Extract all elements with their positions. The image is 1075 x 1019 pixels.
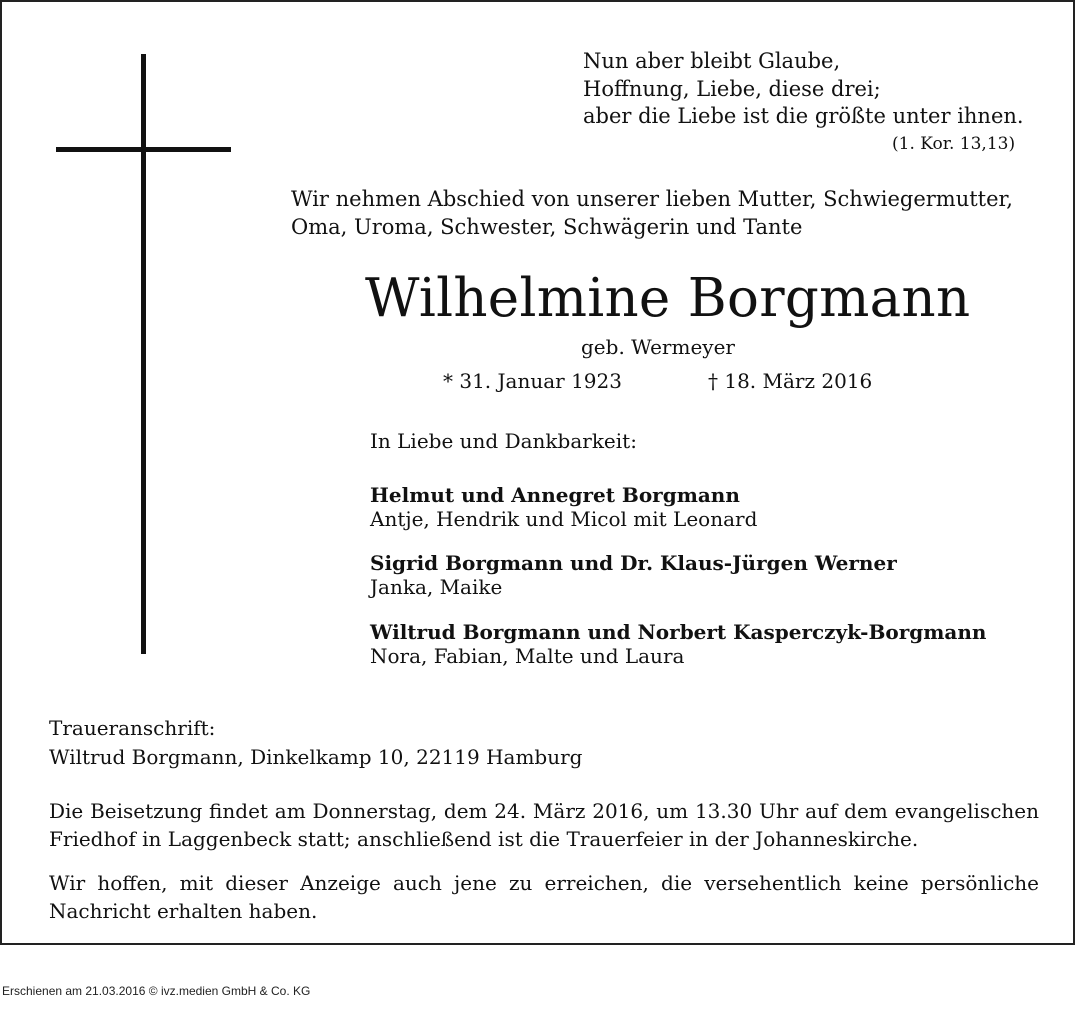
family-children: Janka, Maike (370, 575, 503, 599)
family-children: Antje, Hendrik und Micol mit Leonard (370, 507, 758, 531)
publication-footer: Erschienen am 21.03.2016 © ivz.medien GmbH & Co. KG (2, 984, 311, 998)
closing-notice: Wir hoffen, mit dieser Anzeige auch jene zu erreichen, die versehentlich keine persönliche Nachricht erhalten haben. (49, 871, 1039, 923)
family-group (370, 483, 757, 531)
intro-line: Wir nehmen Abschied von unserer lieben Mutter, Schwiegermutter, (291, 187, 1013, 211)
family-group (370, 620, 986, 668)
family-children: Nora, Fabian, Malte und Laura (370, 644, 685, 668)
verse-line: Hoffnung, Liebe, diese drei; (583, 76, 881, 101)
verse-line: Nun aber bleibt Glaube, (583, 49, 841, 73)
cross-icon-crossbar (56, 147, 231, 152)
death-date: † 18. März 2016 (708, 369, 873, 393)
family-names: Wiltrud Borgmann und Norbert Kasperczyk-Borgmann (370, 620, 987, 644)
intro-line: Oma, Uroma, Schwester, Schwägerin und Tante (291, 215, 803, 239)
bible-verse (583, 48, 1024, 131)
family-names: Helmut und Annegret Borgmann (370, 483, 740, 507)
family-names: Sigrid Borgmann und Dr. Klaus-Jürgen Werner (370, 551, 897, 575)
cross-icon (141, 54, 146, 654)
birth-date: * 31. Januar 1923 (443, 369, 622, 393)
verse-line: aber die Liebe ist die größte unter ihnen. (583, 104, 1024, 128)
address-label: Traueranschrift: (49, 716, 216, 740)
maiden-name: geb. Wermeyer (581, 335, 735, 359)
verse-reference: (1. Kor. 13,13) (892, 134, 1016, 154)
mourning-address (49, 714, 582, 772)
address-value: Wiltrud Borgmann, Dinkelkamp 10, 22119 Hamburg (49, 745, 583, 769)
gratitude-line: In Liebe und Dankbarkeit: (370, 429, 637, 453)
family-group (370, 551, 897, 599)
intro-text (291, 185, 1013, 241)
deceased-name: Wilhelmine Borgmann (365, 268, 971, 329)
funeral-notice: Die Beisetzung findet am Donnerstag, dem 24. März 2016, um 13.30 Uhr auf dem evangelischen Friedhof in Laggenbeck statt; anschließend ist die Trauerfeier in der Johanneskirche. (49, 799, 1039, 851)
